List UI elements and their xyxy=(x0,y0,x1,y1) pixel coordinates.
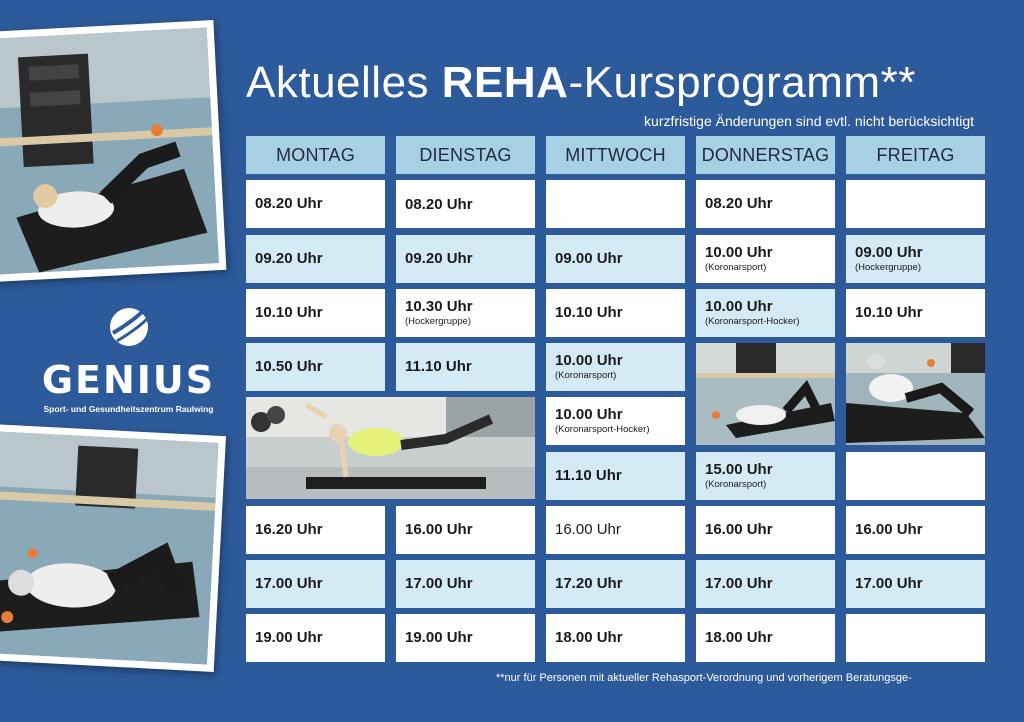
mittwoch-slot xyxy=(546,452,685,500)
dienstag-slot xyxy=(396,506,535,554)
time-label: 17.00 Uhr xyxy=(405,574,473,592)
day-header-dienstag: DIENSTAG xyxy=(396,136,535,174)
time-label: 17.00 Uhr xyxy=(255,574,323,592)
time-label: 10.00 Uhr xyxy=(705,243,773,261)
time-label: 18.00 Uhr xyxy=(705,628,773,646)
mittwoch-slot xyxy=(546,506,685,554)
freitag-slot xyxy=(846,560,985,608)
donnerstag-slot xyxy=(696,506,835,554)
time-label: 17.00 Uhr xyxy=(855,574,923,592)
montag-slot xyxy=(246,506,385,554)
montag-slot xyxy=(246,614,385,662)
time-label: 11.10 Uhr xyxy=(555,466,622,484)
exercise-photo-donnerstag xyxy=(696,343,835,445)
donnerstag-slot xyxy=(696,560,835,608)
dienstag-slot xyxy=(396,343,535,391)
footnote: **nur für Personen mit aktueller Rehasport-Verordnung und vorherigem Beratungsge- xyxy=(496,672,912,684)
time-label: 09.20 Uhr xyxy=(255,249,323,267)
time-label: 16.00 Uhr xyxy=(555,520,621,538)
photo-frame-top-left xyxy=(0,20,226,282)
exercise-photo-wide xyxy=(246,397,535,499)
time-label: 09.00 Uhr xyxy=(855,243,923,261)
freitag-slot xyxy=(846,235,985,283)
logo-ball-icon xyxy=(107,305,151,349)
time-label: 16.00 Uhr xyxy=(855,520,923,538)
day-header-freitag: FREITAG xyxy=(846,136,985,174)
time-label: 09.20 Uhr xyxy=(405,249,473,267)
mittwoch-slot-empty xyxy=(546,180,685,228)
time-label: 16.00 Uhr xyxy=(705,520,773,538)
title-part-2: REHA xyxy=(441,58,569,107)
time-label: 10.50 Uhr xyxy=(255,357,323,375)
freitag-slot xyxy=(846,289,985,337)
time-label: 17.20 Uhr xyxy=(555,574,623,592)
time-label: 08.20 Uhr xyxy=(705,194,773,212)
course-note: (Koronarsport) xyxy=(555,370,617,382)
logo-wordmark: GENIUS xyxy=(41,358,216,402)
mittwoch-slot xyxy=(546,343,685,391)
time-label: 11.10 Uhr xyxy=(405,357,472,375)
page-subtitle: kurzfristige Änderungen sind evtl. nicht berücksichtigt xyxy=(644,113,974,129)
time-label: 19.00 Uhr xyxy=(405,628,473,646)
exercise-photo-freitag xyxy=(846,343,985,445)
time-label: 17.00 Uhr xyxy=(705,574,773,592)
montag-slot xyxy=(246,560,385,608)
course-note: (Koronarsport) xyxy=(705,479,767,491)
time-label: 10.00 Uhr xyxy=(555,351,623,369)
donnerstag-slot xyxy=(696,289,835,337)
time-label: 16.20 Uhr xyxy=(255,520,323,538)
logo-tagline: Sport- und Gesundheitszentrum Raulwing xyxy=(43,404,214,414)
freitag-slot-empty xyxy=(846,452,985,500)
mittwoch-slot xyxy=(546,614,685,662)
time-label: 08.20 Uhr xyxy=(255,194,323,212)
exercise-photo-crunch xyxy=(0,27,219,274)
dienstag-slot xyxy=(396,289,535,337)
course-note: (Koronarsport-Hocker) xyxy=(555,424,650,436)
freitag-slot-empty xyxy=(846,180,985,228)
day-header-donnerstag: DONNERSTAG xyxy=(696,136,835,174)
freitag-slot-empty xyxy=(846,614,985,662)
time-label: 08.20 Uhr xyxy=(405,196,473,213)
mittwoch-slot xyxy=(546,397,685,445)
title-part-3: -Kursprogramm** xyxy=(568,58,916,107)
mittwoch-slot xyxy=(546,289,685,337)
montag-slot xyxy=(246,235,385,283)
time-label: 15.00 Uhr xyxy=(705,460,773,478)
time-label: 16.00 Uhr xyxy=(405,520,473,538)
montag-slot xyxy=(246,343,385,391)
dienstag-slot xyxy=(396,614,535,662)
time-label: 10.00 Uhr xyxy=(705,297,773,315)
mittwoch-slot xyxy=(546,560,685,608)
dienstag-slot xyxy=(396,235,535,283)
time-label: 10.00 Uhr xyxy=(555,405,623,423)
genius-logo xyxy=(36,305,221,414)
exercise-photo-floor xyxy=(0,431,219,664)
course-note: (Hockergruppe) xyxy=(855,262,921,274)
title-part-1: Aktuelles xyxy=(246,58,442,107)
time-label: 19.00 Uhr xyxy=(255,628,323,646)
course-note: (Koronarsport) xyxy=(705,262,767,274)
course-note: (Koronarsport-Hocker) xyxy=(705,316,800,328)
freitag-slot xyxy=(846,506,985,554)
day-header-mittwoch: MITTWOCH xyxy=(546,136,685,174)
page-title xyxy=(246,58,916,108)
donnerstag-slot xyxy=(696,235,835,283)
mittwoch-slot xyxy=(546,235,685,283)
photo-frame-bottom-left xyxy=(0,424,226,672)
time-label: 18.00 Uhr xyxy=(555,628,623,646)
donnerstag-slot xyxy=(696,614,835,662)
day-header-montag: MONTAG xyxy=(246,136,385,174)
dienstag-slot xyxy=(396,560,535,608)
time-label: 10.10 Uhr xyxy=(255,303,323,321)
course-note: (Hockergruppe) xyxy=(405,316,471,328)
montag-slot xyxy=(246,180,385,228)
time-label: 10.10 Uhr xyxy=(555,303,623,321)
time-label: 09.00 Uhr xyxy=(555,249,623,267)
donnerstag-slot xyxy=(696,452,835,500)
time-label: 10.30 Uhr xyxy=(405,297,473,315)
time-label: 10.10 Uhr xyxy=(855,303,923,321)
dienstag-slot xyxy=(396,180,535,228)
montag-slot xyxy=(246,289,385,337)
donnerstag-slot xyxy=(696,180,835,228)
